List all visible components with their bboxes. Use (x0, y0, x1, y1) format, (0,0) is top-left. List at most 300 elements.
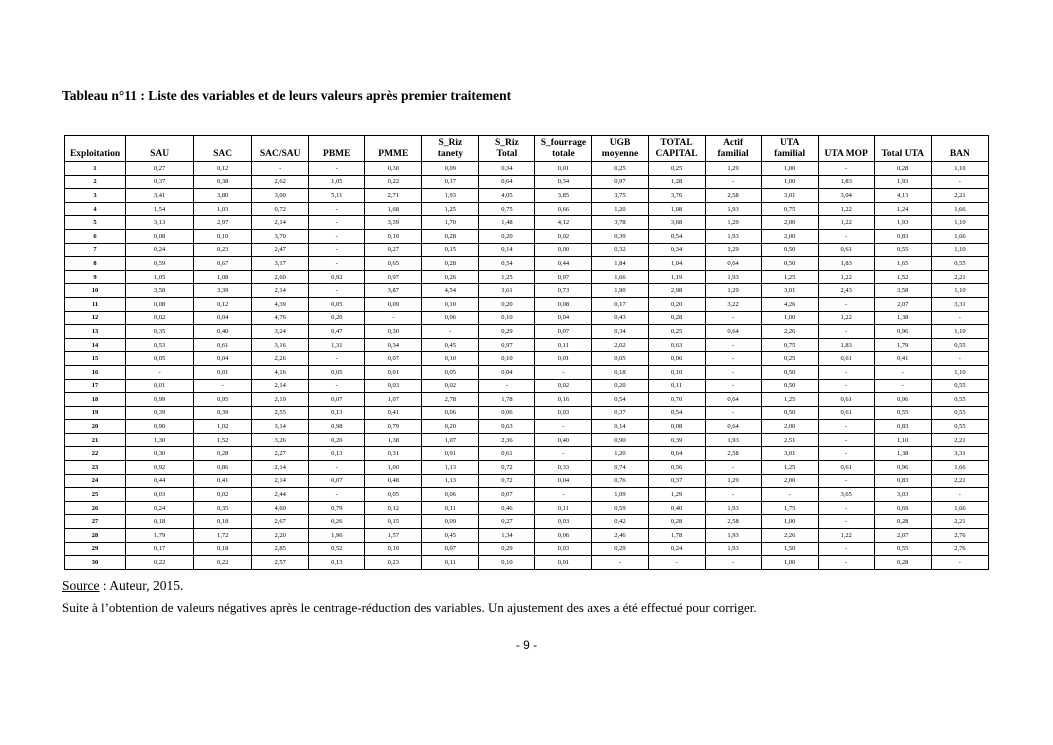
table-cell: 1,19 (648, 270, 705, 284)
table-cell: 0,59 (592, 501, 648, 515)
table-cell: 0,55 (874, 406, 931, 420)
table-cell: 1,93 (705, 542, 761, 556)
table-cell: 2,02 (592, 338, 648, 352)
table-cell: 0,00 (535, 243, 592, 257)
table-cell: 1,83 (818, 257, 874, 271)
table-cell: 0,01 (535, 352, 592, 366)
table-cell: 0,01 (535, 556, 592, 570)
table-cell: 0,20 (309, 311, 365, 325)
table-cell: 0,72 (479, 461, 535, 475)
table-cell: 0,55 (874, 243, 931, 257)
table-cell: 0,44 (535, 257, 592, 271)
table-cell: 1,93 (705, 229, 761, 243)
table-cell: 0,64 (705, 420, 761, 434)
table-cell: 2,00 (761, 229, 818, 243)
table-cell: 0,96 (874, 325, 931, 339)
table-cell: 3,31 (931, 447, 988, 461)
table-cell: 0,05 (309, 365, 365, 379)
table-cell: 0,67 (194, 257, 252, 271)
table-cell: 1,25 (422, 202, 479, 216)
row-id-cell: 13 (65, 325, 126, 339)
table-row (65, 297, 989, 311)
table-cell: 0,50 (761, 406, 818, 420)
table-cell: 0,17 (422, 175, 479, 189)
table-row (65, 257, 989, 271)
table-cell: 1,68 (365, 202, 422, 216)
row-id-cell: 3 (65, 189, 126, 203)
table-cell: 3,58 (126, 284, 194, 298)
table-cell: 0,97 (365, 270, 422, 284)
table-cell: - (592, 556, 648, 570)
table-cell: 3,85 (535, 189, 592, 203)
table-cell: 3,41 (126, 189, 194, 203)
table-cell: 0,01 (194, 365, 252, 379)
table-cell: 1,93 (422, 189, 479, 203)
table-cell: 2,20 (252, 529, 309, 543)
table-cell: - (422, 325, 479, 339)
table-cell: 1,84 (592, 257, 648, 271)
table-cell: 1,38 (874, 447, 931, 461)
table-cell: 3,39 (365, 216, 422, 230)
table-cell: 0,28 (874, 515, 931, 529)
table-cell: 0,61 (818, 243, 874, 257)
table-cell: - (126, 365, 194, 379)
table-cell: 2,55 (252, 406, 309, 420)
table-cell: 0,06 (422, 488, 479, 502)
column-header-line: moyenne (601, 149, 639, 159)
row-id-cell: 9 (65, 270, 126, 284)
table-cell: 0,40 (648, 501, 705, 515)
table-cell: 1,93 (705, 433, 761, 447)
table-cell: - (309, 229, 365, 243)
table-cell: 0,26 (422, 270, 479, 284)
table-cell: 1,38 (874, 311, 931, 325)
column-header (65, 136, 126, 162)
column-header-line: Total (496, 149, 518, 159)
column-header-line: UTA MOP (824, 149, 868, 159)
table-cell: 2,14 (252, 216, 309, 230)
table-cell: 3,01 (761, 189, 818, 203)
table-cell: 0,18 (126, 515, 194, 529)
table-cell: 0,15 (422, 243, 479, 257)
table-row (65, 393, 989, 407)
table-row (65, 284, 989, 298)
table-cell: 0,54 (479, 257, 535, 271)
table-cell: 2,07 (874, 529, 931, 543)
table-cell: - (535, 365, 592, 379)
table-cell: - (535, 447, 592, 461)
row-id-cell: 22 (65, 447, 126, 461)
row-id-cell: 19 (65, 406, 126, 420)
table-cell: 0,20 (422, 420, 479, 434)
column-header (761, 136, 818, 162)
table-cell: 1,79 (874, 338, 931, 352)
table-cell: 0,40 (194, 325, 252, 339)
table-cell: 0,11 (535, 338, 592, 352)
table-cell: 0,43 (592, 311, 648, 325)
table-cell: 2,47 (252, 243, 309, 257)
table-cell: 3,26 (252, 433, 309, 447)
table-cell: - (818, 447, 874, 461)
table-cell: - (705, 461, 761, 475)
table-cell: 1,96 (309, 529, 365, 543)
table-cell: 0,30 (365, 325, 422, 339)
table-cell: 0,25 (648, 325, 705, 339)
table-cell: 0,41 (365, 406, 422, 420)
table-cell: 0,04 (535, 474, 592, 488)
table-cell: 0,37 (648, 474, 705, 488)
table-row (65, 420, 989, 434)
table-cell: 4,60 (252, 501, 309, 515)
table-cell: 3,04 (818, 189, 874, 203)
table-cell: 0,54 (648, 229, 705, 243)
variables-table (64, 135, 989, 570)
table-cell: - (818, 501, 874, 515)
row-id-cell: 27 (65, 515, 126, 529)
table-cell: - (705, 406, 761, 420)
table-row (65, 433, 989, 447)
table-cell: 0,20 (648, 297, 705, 311)
table-cell: 0,33 (535, 461, 592, 475)
table-cell: 2,36 (479, 433, 535, 447)
table-cell: 1,66 (931, 461, 988, 475)
table-cell: 0,05 (365, 488, 422, 502)
table-cell: 0,02 (535, 379, 592, 393)
table-cell: 0,50 (761, 379, 818, 393)
table-cell: 0,64 (705, 393, 761, 407)
table-cell: - (535, 420, 592, 434)
table-cell: 0,92 (309, 270, 365, 284)
table-cell: 0,07 (479, 488, 535, 502)
table-cell: 0,90 (592, 433, 648, 447)
column-header-line: totale (552, 149, 575, 159)
table-cell: 0,95 (194, 393, 252, 407)
table-cell: 0,25 (761, 352, 818, 366)
table-cell: 0,46 (479, 501, 535, 515)
table-cell: 0,72 (252, 202, 309, 216)
table-cell: 3,24 (252, 325, 309, 339)
table-cell: 0,70 (648, 393, 705, 407)
table-cell: 1,13 (422, 461, 479, 475)
table-cell: 0,25 (648, 162, 705, 176)
table-cell: 1,00 (365, 461, 422, 475)
table-cell: 1,25 (761, 461, 818, 475)
table-cell: 1,10 (931, 243, 988, 257)
table-cell: 0,11 (648, 379, 705, 393)
table-cell: 0,37 (126, 175, 194, 189)
table-cell: 1,00 (761, 162, 818, 176)
column-header (194, 136, 252, 162)
table-cell: 2,78 (422, 393, 479, 407)
table-cell: 2,43 (818, 284, 874, 298)
table-cell: 0,29 (592, 542, 648, 556)
table-cell: 0,07 (535, 325, 592, 339)
row-id-cell: 14 (65, 338, 126, 352)
table-cell: 2,58 (705, 447, 761, 461)
column-header-line: BAN (949, 149, 970, 159)
table-cell: 0,11 (422, 556, 479, 570)
table-cell: 4,54 (422, 284, 479, 298)
table-cell: 0,45 (422, 338, 479, 352)
table-cell: 0,05 (309, 297, 365, 311)
table-cell: 0,20 (309, 433, 365, 447)
table-cell: 0,10 (479, 311, 535, 325)
table-cell: 0,37 (592, 406, 648, 420)
table-row (65, 202, 989, 216)
table-cell: 0,08 (126, 297, 194, 311)
table-row (65, 325, 989, 339)
table-cell: 0,41 (194, 474, 252, 488)
table-cell: 0,07 (309, 474, 365, 488)
table-cell: 0,54 (648, 406, 705, 420)
column-header-line: Actif (723, 138, 744, 148)
table-cell: 2,14 (252, 461, 309, 475)
table-cell: 0,18 (194, 542, 252, 556)
table-cell: 0,22 (194, 556, 252, 570)
table-cell: 2,14 (252, 379, 309, 393)
table-cell: 2,21 (931, 433, 988, 447)
table-cell: 0,55 (931, 338, 988, 352)
table-cell: 0,61 (818, 393, 874, 407)
table-cell: 2,46 (592, 529, 648, 543)
table-cell: 0,07 (365, 352, 422, 366)
row-id-cell: 5 (65, 216, 126, 230)
table-cell: 1,05 (126, 270, 194, 284)
table-cell: 3,75 (592, 189, 648, 203)
table-cell: - (818, 162, 874, 176)
table-cell: 0,53 (126, 338, 194, 352)
table-cell: - (535, 488, 592, 502)
table-cell: 1,31 (309, 338, 365, 352)
column-header (648, 136, 705, 162)
table-cell: 0,40 (535, 433, 592, 447)
table-cell: 1,09 (592, 488, 648, 502)
row-id-cell: 25 (65, 488, 126, 502)
table-cell: 0,35 (194, 501, 252, 515)
table-cell: 0,39 (194, 406, 252, 420)
table-cell: 0,64 (705, 257, 761, 271)
table-cell: 0,15 (365, 515, 422, 529)
table-cell: 1,00 (761, 556, 818, 570)
column-header (126, 136, 194, 162)
table-cell: 0,54 (592, 393, 648, 407)
row-id-cell: 2 (65, 175, 126, 189)
table-cell: - (818, 325, 874, 339)
table-cell: 0,29 (479, 325, 535, 339)
table-cell: 1,93 (705, 529, 761, 543)
column-header-line: SAU (150, 149, 170, 159)
table-cell: 2,76 (931, 542, 988, 556)
table-cell: 0,90 (126, 420, 194, 434)
table-cell: - (309, 216, 365, 230)
table-cell: 1,50 (761, 542, 818, 556)
table-cell: 0,09 (422, 162, 479, 176)
table-cell: 0,75 (479, 202, 535, 216)
table-cell: 0,61 (194, 338, 252, 352)
table-cell: 0,05 (422, 365, 479, 379)
table-cell: 1,08 (648, 202, 705, 216)
row-id-cell: 7 (65, 243, 126, 257)
table-cell: 0,14 (592, 420, 648, 434)
table-cell: 0,66 (535, 202, 592, 216)
table-cell: 1,29 (705, 162, 761, 176)
table-cell: 3,13 (126, 216, 194, 230)
table-cell: 0,61 (479, 447, 535, 461)
table-cell: 0,05 (126, 352, 194, 366)
table-cell: 0,02 (126, 311, 194, 325)
column-header-line: PBME (323, 149, 351, 159)
table-cell: 0,02 (194, 488, 252, 502)
column-header (309, 136, 365, 162)
column-header-line: S_fourrage (540, 138, 587, 148)
table-cell: 0,10 (648, 365, 705, 379)
table-cell: 0,39 (592, 229, 648, 243)
table-cell: 1,25 (761, 393, 818, 407)
table-cell: 1,00 (761, 515, 818, 529)
table-cell: 1,29 (705, 243, 761, 257)
table-row (65, 175, 989, 189)
table-cell: 2,00 (761, 420, 818, 434)
table-cell: 0,41 (874, 352, 931, 366)
table-cell: 1,52 (874, 270, 931, 284)
table-cell: 0,34 (535, 175, 592, 189)
table-cell: 1,20 (592, 202, 648, 216)
table-cell: 0,83 (874, 420, 931, 434)
table-cell: - (194, 379, 252, 393)
table-cell: 0,06 (422, 406, 479, 420)
table-cell: 0,07 (309, 393, 365, 407)
table-cell: 1,29 (705, 284, 761, 298)
table-cell: 3,03 (874, 488, 931, 502)
table-cell: - (705, 379, 761, 393)
table-cell: 1,00 (761, 311, 818, 325)
table-row (65, 229, 989, 243)
column-header-line: UGB (609, 138, 631, 148)
page-number: - 9 - (515, 638, 538, 652)
table-cell: 0,79 (365, 420, 422, 434)
table-cell: 0,31 (365, 447, 422, 461)
table-cell: 1,38 (365, 433, 422, 447)
table-cell: 1,65 (874, 257, 931, 271)
table-cell: 0,42 (592, 515, 648, 529)
table-cell: 1,70 (422, 216, 479, 230)
table-cell: 0,61 (818, 406, 874, 420)
table-cell: 0,34 (592, 325, 648, 339)
column-header (422, 136, 479, 162)
table-cell: - (309, 284, 365, 298)
table-cell: 2,21 (931, 515, 988, 529)
table-cell: 1,78 (648, 529, 705, 543)
table-cell: 1,75 (761, 501, 818, 515)
table-row (65, 243, 989, 257)
table-row (65, 556, 989, 570)
table-cell: 1,08 (194, 270, 252, 284)
table-cell: 1,29 (705, 216, 761, 230)
table-cell: 0,73 (535, 284, 592, 298)
table-cell: 4,76 (252, 311, 309, 325)
table-cell: 0,99 (126, 393, 194, 407)
table-cell: 2,07 (874, 297, 931, 311)
table-cell: 0,75 (761, 338, 818, 352)
row-id-cell: 18 (65, 393, 126, 407)
row-id-cell: 6 (65, 229, 126, 243)
table-cell: 0,92 (126, 461, 194, 475)
table-cell: - (705, 352, 761, 366)
table-cell: 0,97 (592, 175, 648, 189)
table-cell: 3,17 (252, 257, 309, 271)
table-cell: 3,68 (648, 216, 705, 230)
table-row (65, 189, 989, 203)
table-cell: 0,01 (535, 162, 592, 176)
table-row (65, 338, 989, 352)
table-cell: 0,39 (648, 433, 705, 447)
table-cell: 0,50 (761, 243, 818, 257)
table-cell: 0,11 (535, 501, 592, 515)
table-cell: 1,03 (194, 202, 252, 216)
row-id-cell: 23 (65, 461, 126, 475)
table-cell: 2,76 (931, 529, 988, 543)
table-cell: 1,72 (194, 529, 252, 543)
table-cell: 3,58 (874, 284, 931, 298)
table-row (65, 365, 989, 379)
table-cell: 2,97 (194, 216, 252, 230)
table-cell: 0,23 (365, 556, 422, 570)
table-row (65, 216, 989, 230)
table-cell: 1,34 (479, 529, 535, 543)
table-cell: 3,65 (818, 488, 874, 502)
table-cell: 0,13 (309, 447, 365, 461)
table-cell: - (309, 202, 365, 216)
table-cell: 0,09 (422, 515, 479, 529)
table-cell: 0,28 (422, 257, 479, 271)
table-cell: 4,39 (252, 297, 309, 311)
table-cell: 0,10 (479, 556, 535, 570)
row-id-cell: 24 (65, 474, 126, 488)
table-cell: 0,39 (126, 406, 194, 420)
table-cell: 1,24 (874, 202, 931, 216)
table-cell: 2,58 (705, 515, 761, 529)
column-header-line: Exploitation (69, 149, 121, 159)
table-cell: 3,22 (705, 297, 761, 311)
table-cell: 0,03 (365, 379, 422, 393)
table-cell: 3,01 (761, 447, 818, 461)
table-cell: - (931, 311, 988, 325)
table-cell: 0,06 (648, 352, 705, 366)
table-cell: 3,39 (194, 284, 252, 298)
column-header-line: PMME (378, 149, 409, 159)
table-cell: 3,01 (761, 284, 818, 298)
table-cell: 1,22 (818, 270, 874, 284)
table-cell: 0,04 (535, 311, 592, 325)
table-cell: 4,26 (761, 297, 818, 311)
table-cell: 0,55 (931, 406, 988, 420)
table-cell: 0,55 (874, 542, 931, 556)
table-cell: 0,55 (931, 379, 988, 393)
table-cell: 0,03 (535, 515, 592, 529)
table-cell: 0,34 (648, 243, 705, 257)
table-cell: - (818, 474, 874, 488)
table-cell: - (931, 488, 988, 502)
table-cell: 0,24 (126, 243, 194, 257)
table-header-row (65, 136, 989, 162)
column-header (479, 136, 535, 162)
table-cell: 0,64 (648, 447, 705, 461)
table-cell: 0,96 (874, 461, 931, 475)
row-id-cell: 8 (65, 257, 126, 271)
table-cell: 0,27 (365, 243, 422, 257)
table-cell: 0,69 (874, 501, 931, 515)
table-cell: 0,12 (365, 501, 422, 515)
